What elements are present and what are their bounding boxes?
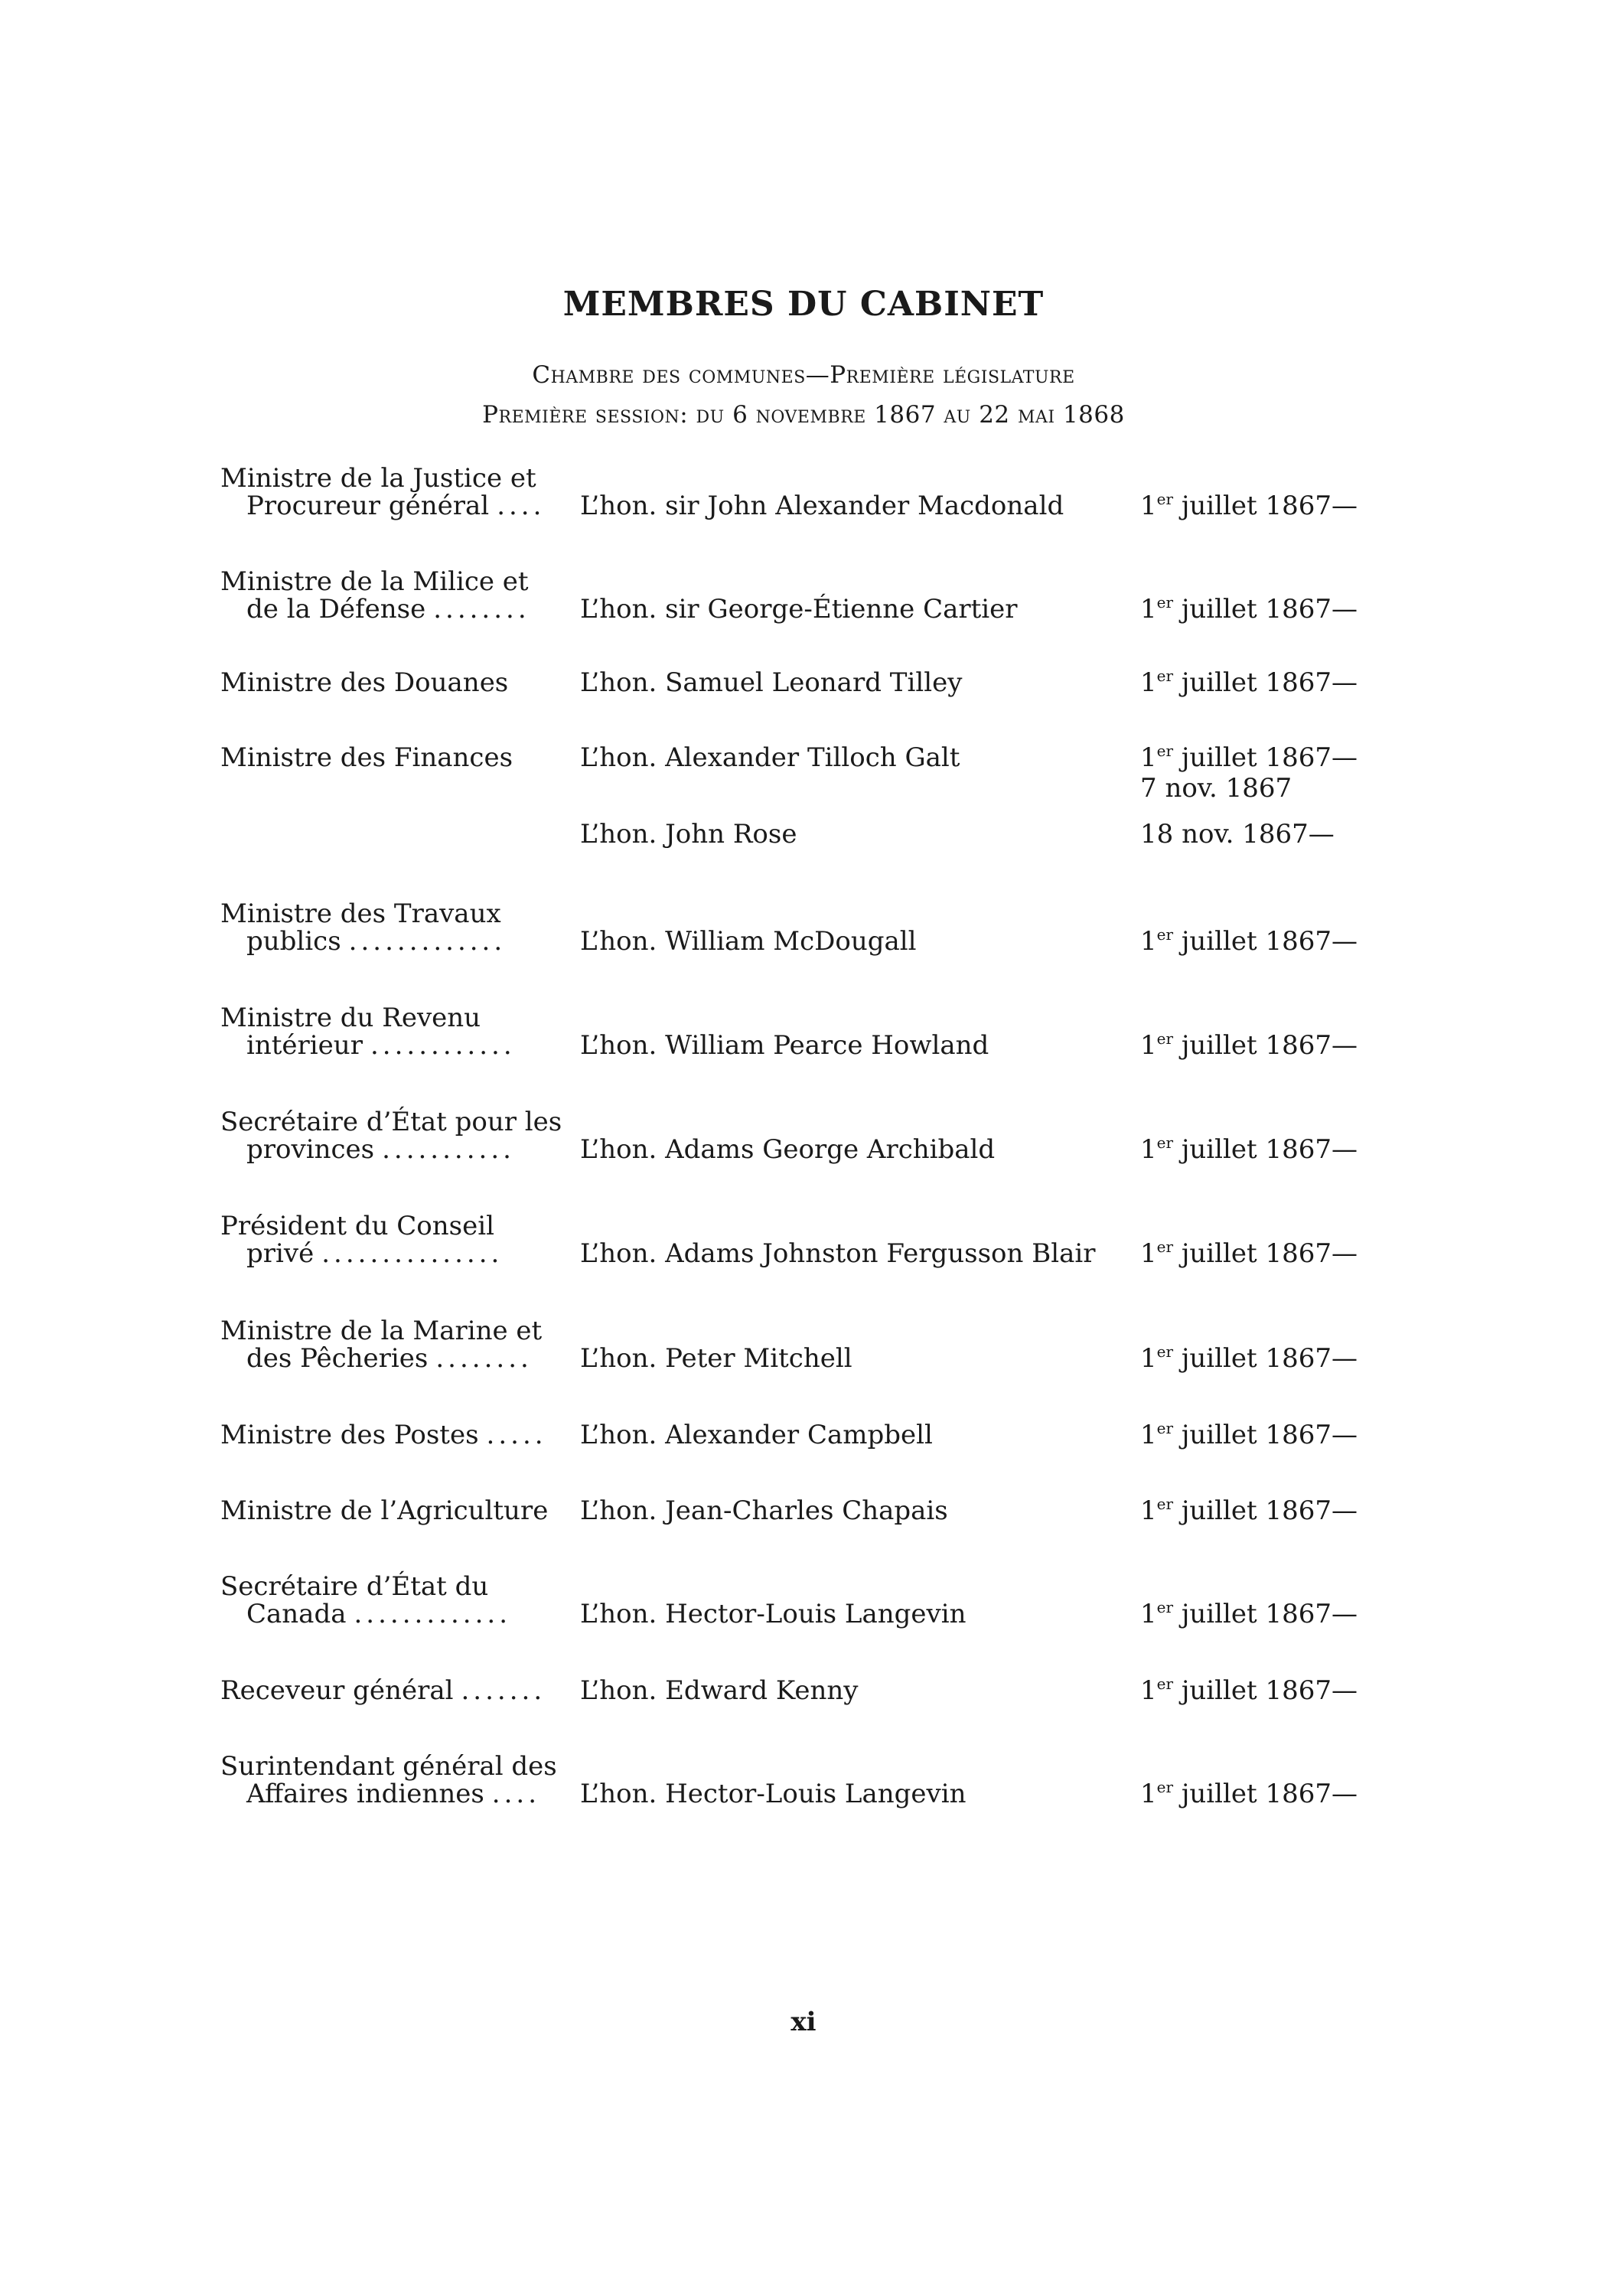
portfolio-title-continued — [246, 1030, 516, 1061]
portfolio-title-continued — [246, 1343, 533, 1374]
date-ordinal: er — [1156, 1495, 1174, 1513]
portfolio-title — [220, 1571, 488, 1602]
term-start-date — [1140, 1420, 1358, 1450]
portfolio-text: privé — [246, 1238, 315, 1269]
portfolio-text: Ministre des Douanes — [220, 667, 509, 698]
date-day: 1 — [1140, 1420, 1157, 1450]
term-start-date — [1140, 1238, 1358, 1269]
portfolio-title — [220, 742, 513, 773]
minister-name: L’hon. Jean-Charles Chapais — [580, 1495, 948, 1526]
portfolio-title-continued — [246, 594, 530, 625]
portfolio-title-continued — [246, 1238, 503, 1269]
date-text: 18 nov. 1867— — [1140, 819, 1335, 850]
dot-leader: ........ — [435, 1343, 533, 1374]
date-text: juillet 1867— — [1173, 1599, 1358, 1629]
portfolio-text: Ministre des Finances — [220, 742, 513, 773]
term-start-date — [1140, 1343, 1358, 1374]
minister-name: L’hon. Edward Kenny — [580, 1675, 859, 1706]
portfolio-text: provinces — [246, 1134, 375, 1165]
portfolio-title — [220, 1495, 548, 1526]
date-ordinal: er — [1156, 490, 1174, 508]
date-day: 1 — [1140, 1134, 1157, 1165]
term-start-date — [1140, 1779, 1358, 1809]
date-ordinal: er — [1156, 742, 1174, 760]
portfolio-text: Ministre de la Marine et — [220, 1316, 543, 1346]
term-end-date: 7 nov. 1867 — [1140, 773, 1292, 804]
minister-name: L’hon. Hector-Louis Langevin — [580, 1599, 966, 1629]
date-day: 1 — [1140, 594, 1157, 625]
term-start-date — [1140, 819, 1335, 850]
portfolio-text: Secrétaire d’État pour les — [220, 1107, 562, 1137]
date-day: 1 — [1140, 667, 1157, 698]
date-text: juillet 1867— — [1173, 594, 1358, 625]
date-day: 1 — [1140, 1599, 1157, 1629]
date-ordinal: er — [1156, 593, 1174, 612]
term-start-date — [1140, 1495, 1358, 1526]
portfolio-title — [220, 1003, 481, 1033]
date-day: 1 — [1140, 1343, 1157, 1374]
portfolio-text: intérieur — [246, 1030, 363, 1061]
page-title: MEMBRES DU CABINET — [562, 285, 1045, 324]
date-ordinal: er — [1156, 1598, 1174, 1616]
date-ordinal: er — [1156, 925, 1174, 944]
portfolio-text: Secrétaire d’État du — [220, 1571, 489, 1602]
minister-name: L’hon. Adams George Archibald — [580, 1134, 996, 1165]
portfolio-text: Ministre de la Justice et — [220, 463, 536, 494]
portfolio-text: Ministre des Travaux — [220, 899, 501, 929]
portfolio-text: Receveur général — [220, 1675, 454, 1706]
date-day: 1 — [1140, 926, 1157, 957]
term-start-date — [1140, 667, 1358, 698]
portfolio-title-continued — [246, 1134, 515, 1165]
minister-name: L’hon. Adams Johnston Fergusson Blair — [580, 1238, 1096, 1269]
term-start-date — [1140, 1599, 1358, 1629]
minister-name: L’hon. Samuel Leonard Tilley — [580, 667, 963, 698]
portfolio-text: de la Défense — [246, 594, 426, 625]
portfolio-text: Ministre des Postes — [220, 1420, 479, 1450]
portfolio-title — [220, 1107, 562, 1137]
date-ordinal: er — [1156, 1238, 1174, 1256]
term-start-date — [1140, 491, 1358, 521]
dot-leader: ..... — [486, 1420, 547, 1450]
date-text: juillet 1867— — [1173, 1420, 1358, 1450]
term-start-date — [1140, 594, 1358, 625]
term-start-date — [1140, 742, 1358, 773]
dot-leader: ............... — [321, 1238, 504, 1269]
portfolio-title — [220, 566, 529, 597]
dot-leader: .... — [491, 1779, 541, 1809]
date-day: 1 — [1140, 1495, 1157, 1526]
dot-leader: ............. — [348, 926, 507, 957]
portfolio-title-continued — [246, 1599, 511, 1629]
term-start-date — [1140, 1134, 1358, 1165]
date-ordinal: er — [1156, 1342, 1174, 1361]
portfolio-text: Surintendant général des — [220, 1751, 557, 1782]
date-text: juillet 1867— — [1173, 1675, 1358, 1706]
portfolio-title — [220, 899, 501, 929]
minister-name: L’hon. Alexander Campbell — [580, 1420, 933, 1450]
portfolio-text: Canada — [246, 1599, 347, 1629]
dot-leader: ............. — [354, 1599, 511, 1629]
minister-name: L’hon. John Rose — [580, 819, 797, 850]
minister-name: L’hon. Peter Mitchell — [580, 1343, 852, 1374]
date-day: 1 — [1140, 1779, 1157, 1809]
portfolio-text: Président du Conseil — [220, 1211, 494, 1241]
portfolio-title — [220, 463, 536, 494]
dot-leader: ........... — [382, 1134, 515, 1165]
term-start-date — [1140, 1675, 1358, 1706]
minister-name: L’hon. Hector-Louis Langevin — [580, 1779, 966, 1809]
date-day: 1 — [1140, 1238, 1157, 1269]
minister-name: L’hon. Alexander Tilloch Galt — [580, 742, 960, 773]
date-ordinal: er — [1156, 1675, 1174, 1693]
date-ordinal: er — [1156, 1029, 1174, 1048]
portfolio-title — [220, 1675, 546, 1706]
date-ordinal: er — [1156, 1133, 1174, 1152]
term-start-date — [1140, 926, 1358, 957]
date-text: juillet 1867— — [1173, 742, 1358, 773]
portfolio-title — [220, 1211, 494, 1241]
portfolio-title — [220, 1751, 557, 1782]
date-day: 1 — [1140, 1675, 1157, 1706]
portfolio-text: des Pêcheries — [246, 1343, 429, 1374]
portfolio-text: publics — [246, 926, 341, 957]
date-text: juillet 1867— — [1173, 926, 1358, 957]
minister-name: L’hon. William McDougall — [580, 926, 917, 957]
date-day: 1 — [1140, 1030, 1157, 1061]
term-start-date — [1140, 1030, 1358, 1061]
portfolio-text: Procureur général — [246, 491, 490, 521]
portfolio-title — [220, 667, 508, 698]
date-text: juillet 1867— — [1173, 1030, 1358, 1061]
date-ordinal: er — [1156, 1419, 1174, 1437]
date-text: juillet 1867— — [1173, 667, 1358, 698]
minister-name: L’hon. sir John Alexander Macdonald — [580, 491, 1064, 521]
portfolio-title-continued — [246, 491, 545, 521]
minister-name: L’hon. sir George-Étienne Cartier — [580, 594, 1018, 625]
date-text: juillet 1867— — [1173, 491, 1358, 521]
portfolio-title — [220, 1316, 542, 1346]
portfolio-title — [220, 1420, 547, 1450]
dot-leader: .... — [497, 491, 546, 521]
portfolio-text: Affaires indiennes — [246, 1779, 484, 1809]
dot-leader: ............ — [370, 1030, 516, 1061]
page-number: xi — [790, 2007, 817, 2037]
date-day: 1 — [1140, 742, 1157, 773]
date-text: juillet 1867— — [1173, 1238, 1358, 1269]
subtitle-chamber: Chambre des communes—Première législature — [532, 361, 1075, 389]
portfolio-text: Ministre de l’Agriculture — [220, 1495, 549, 1526]
date-text: juillet 1867— — [1173, 1779, 1358, 1809]
date-day: 1 — [1140, 491, 1157, 521]
minister-name: L’hon. William Pearce Howland — [580, 1030, 989, 1061]
subtitle-session: Première session: du 6 novembre 1867 au 22 mai 1868 — [482, 401, 1125, 429]
date-ordinal: er — [1156, 667, 1174, 685]
date-text: juillet 1867— — [1173, 1343, 1358, 1374]
date-text: juillet 1867— — [1173, 1134, 1358, 1165]
dot-leader: ........ — [433, 594, 530, 625]
date-ordinal: er — [1156, 1778, 1174, 1796]
date-text: juillet 1867— — [1173, 1495, 1358, 1526]
portfolio-text: Ministre du Revenu — [220, 1003, 481, 1033]
portfolio-title-continued — [246, 926, 506, 957]
portfolio-title-continued — [246, 1779, 540, 1809]
dot-leader: ....... — [461, 1675, 546, 1706]
portfolio-text: Ministre de la Milice et — [220, 566, 529, 597]
